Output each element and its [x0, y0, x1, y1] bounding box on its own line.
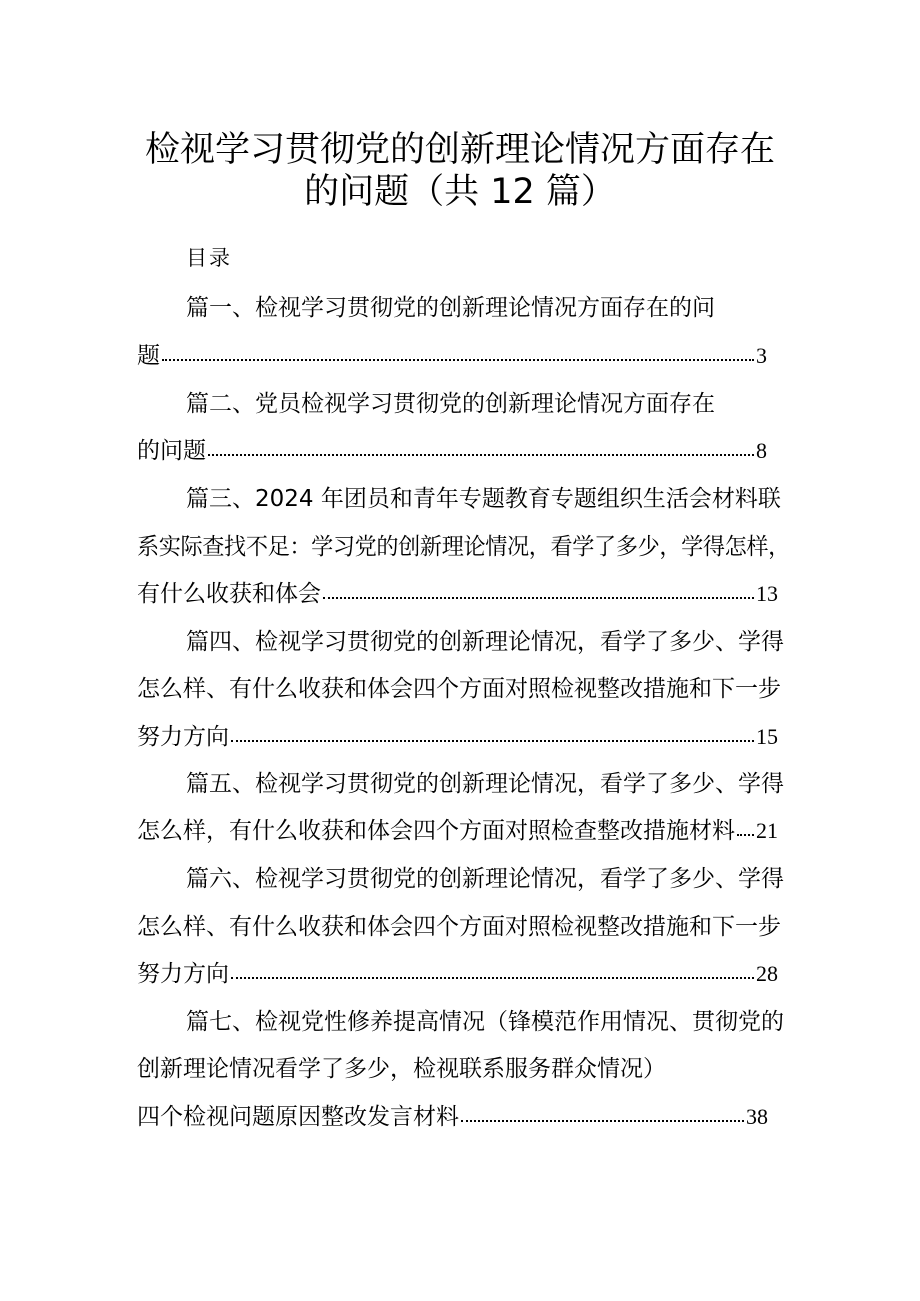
toc-entry-4-page: 15: [756, 724, 778, 749]
toc-entry-4-line-2: 怎么样、有什么收获和体会四个方面对照检视整改措施和下一步: [137, 676, 781, 702]
toc-entry-1-page: 3: [756, 343, 767, 368]
toc-entry-3-text: 有什么收获和体会: [137, 581, 321, 607]
toc-entry-1-text: 题: [137, 343, 160, 369]
toc-entry-5-page: 21: [756, 818, 778, 843]
toc-entry-3-line-1: 篇三、2024 年团员和青年专题教育专题组织生活会材料联: [186, 486, 781, 512]
toc-entry-2-last-line[interactable]: [137, 435, 767, 467]
dot-leader: [208, 436, 754, 458]
toc-entry-7-line-1: 篇七、检视党性修养提高情况（锋模范作用情况、贯彻党的: [186, 1009, 784, 1035]
toc-entry-4-line-1: 篇四、检视学习贯彻党的创新理论情况，看学了多少、学得: [186, 629, 784, 655]
toc-entry-6-text: 努力方向: [137, 961, 229, 987]
toc-entry-7-text: 四个检视问题原因整改发言材料: [137, 1104, 459, 1130]
toc-heading: 目录: [186, 246, 232, 270]
dot-leader: [323, 579, 754, 601]
toc-entry-6-last-line[interactable]: [137, 958, 778, 990]
toc-entry-3-last-line[interactable]: [137, 578, 778, 610]
toc-entry-5-text: 怎么样，有什么收获和体会四个方面对照检查整改措施材料: [137, 818, 735, 844]
toc-entry-7-last-line[interactable]: [137, 1101, 768, 1133]
dot-leader: [231, 959, 754, 981]
toc-entry-2-text: 的问题: [137, 438, 206, 464]
toc-entry-3-page: 13: [756, 581, 778, 606]
toc-entry-7-line-2: 创新理论情况看学了多少，检视联系服务群众情况）: [137, 1056, 666, 1082]
toc-entry-2-page: 8: [756, 438, 767, 463]
toc-entry-2-line-1: 篇二、党员检视学习贯彻党的创新理论情况方面存在: [186, 391, 715, 417]
toc-entry-3-line-2: 系实际查找不足：学习党的创新理论情况，看学了多少，学得怎样，: [137, 534, 790, 560]
dot-leader: [162, 341, 754, 363]
toc-entry-6-line-2: 怎么样、有什么收获和体会四个方面对照检视整改措施和下一步: [137, 914, 781, 940]
dot-leader: [231, 722, 754, 744]
document-title-line-1: 检视学习贯彻党的创新理论情况方面存在: [144, 130, 775, 170]
toc-entry-6-line-1: 篇六、检视学习贯彻党的创新理论情况，看学了多少、学得: [186, 866, 784, 892]
toc-entry-4-last-line[interactable]: [137, 721, 778, 753]
toc-entry-5-line-1: 篇五、检视学习贯彻党的创新理论情况，看学了多少、学得: [186, 771, 784, 797]
toc-entry-5-last-line[interactable]: [137, 815, 778, 847]
document-title-line-2: 的问题（共 12 篇）: [304, 172, 616, 212]
toc-entry-1-last-line[interactable]: [137, 340, 767, 372]
toc-entry-4-text: 努力方向: [137, 724, 229, 750]
dot-leader: [737, 816, 754, 838]
dot-leader: [461, 1102, 744, 1124]
toc-entry-1-line-1: 篇一、检视学习贯彻党的创新理论情况方面存在的问: [186, 295, 715, 321]
toc-entry-6-page: 28: [756, 961, 778, 986]
toc-entry-7-page: 38: [746, 1104, 768, 1129]
